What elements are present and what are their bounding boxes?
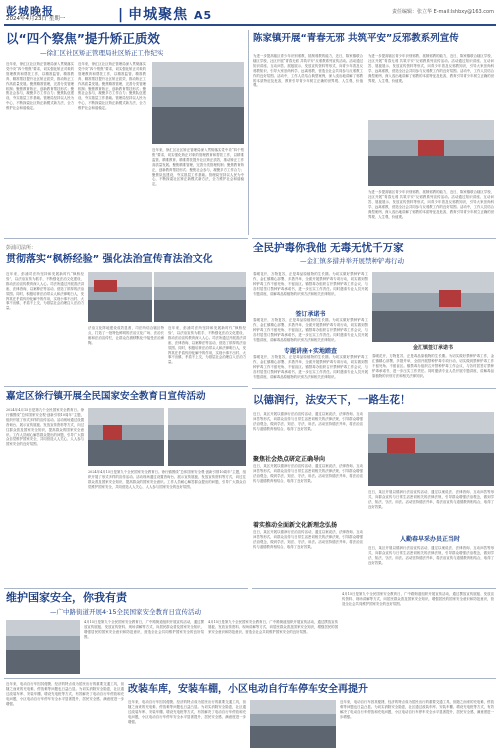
- article-3-tag: 彭浦司法所：: [6, 245, 37, 251]
- article-6-subhead-2: 着实推动全面新文化新理念弘扬: [253, 522, 338, 529]
- article-7-subhead: —广中路街道开展4·15全民国家安全教育日宣传活动: [50, 608, 201, 616]
- row-divider-3: [4, 588, 248, 589]
- row-divider-2: [4, 386, 248, 387]
- article-8-photo: [250, 700, 336, 748]
- article-6-subhead-3: 人勤春早采办员正当时: [400, 536, 461, 543]
- article-8-headline: 改装车库，安装车棚，小区电动自行车停车安全再提升: [128, 684, 368, 695]
- row-divider-3r: [252, 588, 496, 589]
- article-6-subhead-1: 聚焦社会热点研定正确导向: [253, 456, 326, 463]
- article-8-body-2: 近年来，电动自行车因其便捷、经济的特点成为居民出行的重要交通工具，但随之而来的充电难、停放难等问题也日益凸显。为切实消除安全隐患，社区通过改装车库、安装车棚、增设充电桩等方式，有效解决了电动自行车停放和充电问题，小区电动自行车停车安全水平显著提升，居民安全感、满意度进一步增强。: [340, 700, 494, 719]
- article-2-body-col2: 为进一步提高辖区青少年识别邪教、抵制邪教的能力，近日，陈家镇联合辖区学校、社区开展“青春无邪 共筑平安”反邪教系列宣传活动。活动通过知识讲座、互动问答、展板展示、发放宣传资料等形式，向青少年普及反邪教知识，引导大家崇尚科学、远离邪教，营造全社会共同参与反邪教工作的良好氛围。活动中，工作人员结合典型案例，深入浅出地讲解了邪教的本质特征及危害，教育引导青少年树立正确的世界观、人生观、价值观。: [368, 54, 494, 83]
- article-5-body: 春暖花开，万物复苏，正是毒品原植物的生长期。为切实做好禁种铲毒工作，金汇镇精心部署、多措并举，全面开展禁种铲毒专项行动，切实做到禁种铲毒工作不留死角、不留盲区。镇禁毒办组织召开禁种铲毒工作会议，与各村居签订禁种铲毒承诺书，进一步压实工作责任。同时邀请专业人员开展专题讲座，讲解毒品原植物的识别方法和相关法律知识。: [253, 272, 368, 296]
- article-7-headline: 维护国家安全，你我有责: [6, 591, 127, 604]
- row-divider-2r: [252, 388, 496, 389]
- article-1-body-col3b: 近年来，徐汇区社区矫正管理局深入贯彻落实党中央“四个察焦”要求，切实强化矫正对象的管理教育和帮扶工作，以精准监管、精准教育、精准帮扶提升社区矫正质效，推动矫正工作高质量发展。聚焦精准管理，完善分类管理机制；聚焦教育矫正，创新教育帮扶形式；聚焦社会参与，凝聚多方工作合力；聚焦队伍建设，夯实基层工作基础。管理局坚持以人民为中心，不断探索社区矫正新模式新方法，全力维护社会和谐稳定。: [152, 148, 244, 187]
- article-5-headline: 全民护毒你我他 无毒无忧千万家: [253, 242, 404, 254]
- article-3-photo: [88, 272, 152, 322]
- article-4-body2: 2024年4月15日是第九个全民国家安全教育日。徐行镇围绕“总体国家安全观·创新引领10周年”主题，组织开展了形式多样的宣传活动。活动现场通过设置咨询台、展示宣传展板、发放宣传资料等方式，向过往群众普及国家安全知识，提高群众的国家安全意识。工作人员耐心解答群众提出的问题，引导广大群众自觉维护国家安全，共同营造人人关心、人人参与国家安全的良好氛围。: [88, 470, 246, 489]
- article-3-body3: 近年来，彭浦司法所坚持和发展新时代“枫桥经验”，以法治宣传为抓手，不断强化法治文化建设，推动法治宣传教育深入人心。司法所通过开展普法讲座、法律咨询、以案释法等活动，营造了浓厚的法治氛围。同时，积极培育法治带头人和法律明白人，发挥其在矛盾纠纷化解中的作用，实现小事不出村、大事不出镇、矛盾不上交，为基层社会治理注入法治力量。: [168, 326, 246, 365]
- article-5-photo: [372, 272, 494, 342]
- article-8-body-left: 近年来，电动自行车因其便捷、经济的特点成为居民出行的重要交通工具，但随之而来的充电难、停放难等问题也日益凸显。为切实消除安全隐患，社区通过改装车库、安装车棚、增设充电桩等方式，有效解决了电动自行车停放和充电问题，小区电动自行车停车安全水平显著提升，居民安全感、满意度进一步增强。: [6, 682, 124, 706]
- article-1-photo: [152, 62, 244, 144]
- article-4-photo: [88, 408, 164, 466]
- masthead: 彭城晚报: [6, 5, 54, 18]
- article-2-body-col2b: 为进一步提高辖区青少年识别邪教、抵制邪教的能力，近日，陈家镇联合辖区学校、社区开展“青春无邪 共筑平安”反邪教系列宣传活动。活动通过知识讲座、互动问答、展板展示、发放宣传资料等形式，向青少年普及反邪教知识，引导大家崇尚科学、远离邪教，营造全社会共同参与反邪教工作的良好氛围。活动中，工作人员结合典型案例，深入浅出地讲解了邪教的本质特征及危害，教育引导青少年树立正确的世界观、人生观、价值观。: [368, 190, 494, 219]
- article-6-body: 近日，某区开展以德润行法治宣传活动，通过以案说法、法律咨询、互动问答等形式，向群众宣传与日常生活密切相关的法律法规，引导群众增强法治观念，做到学法、知法、守法、用法。活动坚持德法并举，将法治宣传与道德教育相结合，取得了良好效果。: [253, 412, 363, 431]
- article-6-photo: [368, 412, 494, 486]
- article-3-headline: 贯彻落实“枫桥经验” 强化法治宣传育法治文化: [6, 254, 213, 265]
- article-6-body-5: 近日，某区开展以德润行法治宣传活动，通过以案说法、法律咨询、互动问答等形式，向群众宣传与日常生活密切相关的法律法规，引导群众增强法治观念，做到学法、知法、守法、用法。活动坚持德法并举，将法治宣传与道德教育相结合，取得了良好效果。: [368, 546, 494, 565]
- article-7-body: 4月15日是第九个全民国家安全教育日，广中路街道组织开展宣传活动，通过摆放宣传展板、发放宣传资料、现场讲解等方式，向居民群众普及国家安全知识，增强居民的国家安全意识和防范意识，营造全社会共同维护国家安全的良好氛围。: [84, 620, 204, 639]
- article-5-caption: 金汇镇签订承诺书: [412, 345, 453, 351]
- article-5-body-4: 春暖花开，万物复苏，正是毒品原植物的生长期。为切实做好禁种铲毒工作，金汇镇精心部署、多措并举，全面开展禁种铲毒专项行动，切实做到禁种铲毒工作不留死角、不留盲区。镇禁毒办组织召开禁种铲毒工作会议，与各村居签订禁种铲毒承诺书，进一步压实工作责任。同时邀请专业人员开展专题讲座，讲解毒品原植物的识别方法和相关法律知识。: [372, 354, 494, 378]
- article-2-photo: [368, 120, 494, 186]
- article-6-body-4: 近日，某区开展以德润行法治宣传活动，通过以案说法、法律咨询、互动问答等形式，向群众宣传与日常生活密切相关的法律法规，引导群众增强法治观念，做到学法、知法、守法、用法。活动坚持德法并举，将法治宣传与道德教育相结合，取得了良好效果。: [368, 490, 494, 509]
- section-title-text: 申城聚焦: [128, 7, 189, 23]
- page-number: A5: [194, 9, 213, 22]
- article-8-body: 近年来，电动自行车因其便捷、经济的特点成为居民出行的重要交通工具，但随之而来的充电难、停放难等问题也日益凸显。为切实消除安全隐患，社区通过改装车库、安装车棚、增设充电桩等方式，有效解决了电动自行车停放和充电问题，小区电动自行车停车安全水平显著提升，居民安全感、满意度进一步增强。: [128, 700, 246, 724]
- article-4-body: 2024年4月15日是第九个全民国家安全教育日。徐行镇围绕“总体国家安全观·创新引领10周年”主题，组织开展了形式多样的宣传活动。活动现场通过设置咨询台、展示宣传展板、发放宣传资料等方式，向过往群众普及国家安全知识，提高群众的国家安全意识。工作人员耐心解答群众提出的问题，引导广大群众自觉维护国家安全，共同营造人人关心、人人参与国家安全的良好氛围。: [6, 408, 84, 447]
- article-2-headline: 陈家镇开展“青春无邪 共筑平安”反邪教系列宣传: [253, 33, 459, 44]
- article-3-body2: 法治文化阵地建设成效显著，司法所结合辖区特点，打造了一批特色鲜明的法治文化广场、法治长廊和法治宣传栏，让群众在潜移默化中接受法治熏陶。: [88, 326, 164, 345]
- article-4-headline: 嘉定区徐行镇开展全民国家安全教育日宣传活动: [6, 391, 206, 402]
- article-3-body: 近年来，彭浦司法所坚持和发展新时代“枫桥经验”，以法治宣传为抓手，不断强化法治文化建设，推动法治宣传教育深入人心。司法所通过开展普法讲座、法律咨询、以案释法等活动，营造了浓厚的法治氛围。同时，积极培育法治带头人和法律明白人，发挥其在矛盾纠纷化解中的作用，实现小事不出村、大事不出镇、矛盾不上交，为基层社会治理注入法治力量。: [6, 272, 84, 311]
- article-1-body: 近年来，徐汇区社区矫正管理局深入贯彻落实党中央“四个察焦”要求，切实强化矫正对象的管理教育和帮扶工作，以精准监管、精准教育、精准帮扶提升社区矫正质效，推动矫正工作高质量发展。聚焦精准管理，完善分类管理机制；聚焦教育矫正，创新教育帮扶形式；聚焦社会参与，凝聚多方工作合力；聚焦队伍建设，夯实基层工作基础。管理局坚持以人民为中心，不断探索社区矫正新模式新方法，全力维护社会和谐稳定。: [6, 62, 74, 111]
- article-5-section-1: 签订承诺书: [295, 311, 326, 318]
- article-1-subhead: —徐汇区社区矫正管理局社区矫正工作纪实: [40, 49, 164, 57]
- article-4-photo-2: [168, 408, 246, 466]
- article-6-body-2: 近日，某区开展以德润行法治宣传活动，通过以案说法、法律咨询、互动问答等形式，向群众宣传与日常生活密切相关的法律法规，引导群众增强法治观念，做到学法、知法、守法、用法。活动坚持德法并举，将法治宣传与道德教育相结合，取得了良好效果。: [253, 464, 363, 483]
- row-divider-1r: [252, 238, 496, 239]
- article-5-section-2: 专题讲座+实地踏查: [283, 348, 338, 355]
- article-5-body-3: 春暖花开，万物复苏，正是毒品原植物的生长期。为切实做好禁种铲毒工作，金汇镇精心部署、多措并举，全面开展禁种铲毒专项行动，切实做到禁种铲毒工作不留死角、不留盲区。镇禁毒办组织召开禁种铲毒工作会议，与各村居签订禁种铲毒承诺书，进一步压实工作责任。同时邀请专业人员开展专题讲座，讲解毒品原植物的识别方法和相关法律知识。: [253, 355, 368, 379]
- article-7-photo: [6, 620, 80, 674]
- column-divider: [248, 30, 249, 235]
- article-6-body-3: 近日，某区开展以德润行法治宣传活动，通过以案说法、法律咨询、互动问答等形式，向群众宣传与日常生活密切相关的法律法规，引导群众增强法治观念，做到学法、知法、守法、用法。活动坚持德法并举，将法治宣传与道德教育相结合，取得了良好效果。: [253, 530, 363, 549]
- article-6-headline: 以德润行，法安天下，一路生花！: [253, 394, 411, 406]
- editor-info: 责任编辑：张立华 E-mail:lshbxy@163.com: [391, 9, 494, 15]
- row-divider-4: [4, 678, 496, 679]
- row-divider-1: [4, 238, 248, 239]
- dateline: 2024年4月23日 星期一: [6, 16, 66, 22]
- article-1-body-col2: 近年来，徐汇区社区矫正管理局深入贯彻落实党中央“四个察焦”要求，切实强化矫正对象的管理教育和帮扶工作，以精准监管、精准教育、精准帮扶提升社区矫正质效，推动矫正工作高质量发展。聚焦精准管理，完善分类管理机制；聚焦教育矫正，创新教育帮扶形式；聚焦社会参与，凝聚多方工作合力；聚焦队伍建设，夯实基层工作基础。管理局坚持以人民为中心，不断探索社区矫正新模式新方法，全力维护社会和谐稳定。: [78, 62, 146, 111]
- article-7-body-3: 4月15日是第九个全民国家安全教育日，广中路街道组织开展宣传活动，通过摆放宣传展板、发放宣传资料、现场讲解等方式，向居民群众普及国家安全知识，增强居民的国家安全意识和防范意识，营造全社会共同维护国家安全的良好氛围。: [342, 592, 494, 606]
- article-2-body: 为进一步提高辖区青少年识别邪教、抵制邪教的能力，近日，陈家镇联合辖区学校、社区开展“青春无邪 共筑平安”反邪教系列宣传活动。活动通过知识讲座、互动问答、展板展示、发放宣传资料等形式，向青少年普及反邪教知识，引导大家崇尚科学、远离邪教，营造全社会共同参与反邪教工作的良好氛围。活动中，工作人员结合典型案例，深入浅出地讲解了邪教的本质特征及危害，教育引导青少年树立正确的世界观、人生观、价值观。: [253, 54, 363, 88]
- header-rule: [4, 24, 496, 26]
- section-title: | 申城聚焦 A5: [118, 7, 213, 23]
- article-3-photo-2: [154, 272, 246, 322]
- article-5-subhead: —金汇镇多措并举开展禁种铲毒行动: [300, 257, 404, 265]
- article-1-headline: 以“四个察焦”提升矫正质效: [6, 31, 160, 46]
- article-5-body-2: 春暖花开，万物复苏，正是毒品原植物的生长期。为切实做好禁种铲毒工作，金汇镇精心部署、多措并举，全面开展禁种铲毒专项行动，切实做到禁种铲毒工作不留死角、不留盲区。镇禁毒办组织召开禁种铲毒工作会议，与各村居签订禁种铲毒承诺书，进一步压实工作责任。同时邀请专业人员开展专题讲座，讲解毒品原植物的识别方法和相关法律知识。: [253, 318, 368, 342]
- article-7-body-2: 4月15日是第九个全民国家安全教育日，广中路街道组织开展宣传活动，通过摆放宣传展板、发放宣传资料、现场讲解等方式，向居民群众普及国家安全知识，增强居民的国家安全意识和防范意识，营造全社会共同维护国家安全的良好氛围。: [208, 620, 338, 634]
